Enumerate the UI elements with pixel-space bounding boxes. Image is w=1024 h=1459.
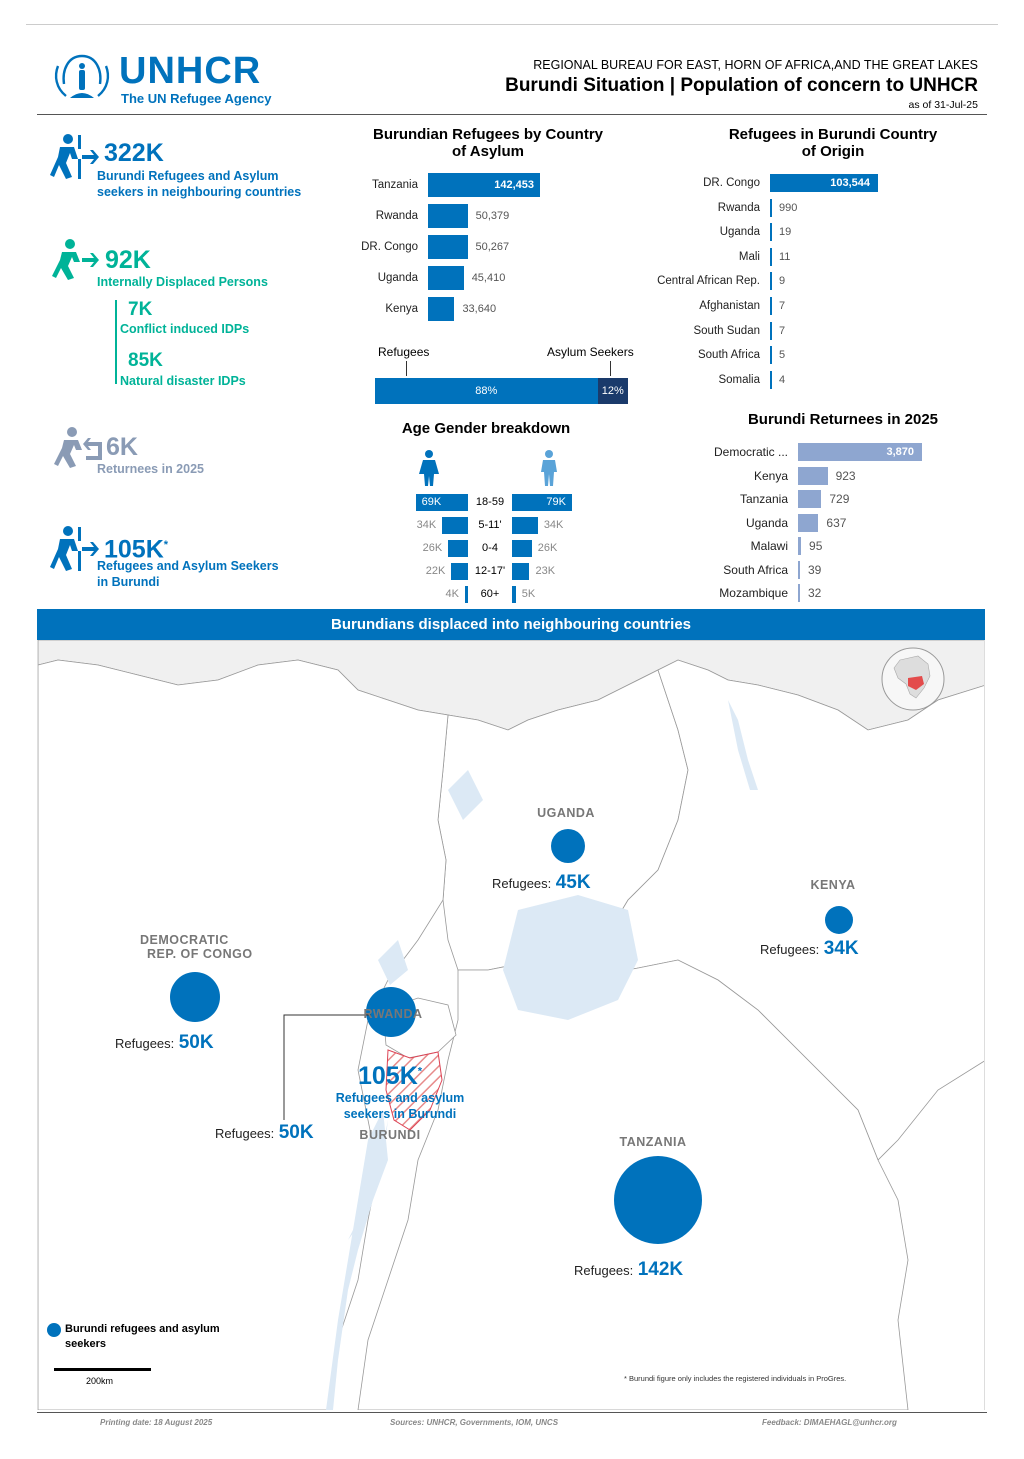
logo-wordmark: UNHCR [119, 50, 262, 92]
split-refugees-tick [406, 361, 407, 376]
returnee-bar [798, 467, 828, 485]
map-burundi-label-2: seekers in Burundi [343, 1107, 457, 1121]
origin-chart-title-2: of Origin [801, 143, 865, 160]
split-bar [375, 378, 628, 404]
origin-chart-title-1: Refugees in Burundi Country [728, 126, 938, 143]
female-bar [448, 540, 468, 557]
kpi-85k-value: 85K [128, 350, 163, 371]
logo-tagline: The UN Refugee Agency [121, 91, 272, 106]
origin-value-label: 19 [779, 226, 792, 239]
map-label-rwanda: RWANDA [363, 1007, 423, 1021]
footer-sources: Sources: UNHCR, Governments, IOM, UNCS [390, 1418, 559, 1427]
origin-bar [770, 322, 772, 340]
age-group-label: 60+ [480, 588, 500, 600]
returnee-value-label: 923 [835, 468, 856, 483]
kpi-6k-value: 6K [106, 433, 138, 461]
refugee-running-icon [50, 133, 102, 181]
map-label-uganda: UGANDA [537, 806, 595, 820]
age-group-label: 12-17' [474, 565, 506, 577]
origin-bar [770, 272, 772, 290]
africa-inset-globe [880, 646, 946, 712]
top-divider [26, 24, 998, 25]
map-burundi-marker: * [417, 1065, 423, 1078]
asylum-value-label: 142,453 [494, 179, 534, 191]
map-panel [37, 640, 985, 1410]
male-value-label: 23K [535, 565, 556, 577]
asylum-category-label: Rwanda [375, 210, 418, 222]
asylum-bar [428, 204, 468, 228]
split-refugees-label: Refugees [378, 345, 430, 359]
male-bar [512, 540, 532, 557]
kpi-322k-label-1: Burundi Refugees and Asylum [97, 169, 279, 183]
kpi-7k-label: Conflict induced IDPs [120, 322, 250, 336]
returnee-value-label: 39 [808, 562, 822, 577]
returnee-value-label: 95 [809, 539, 823, 553]
kpi-105k-marker: * [163, 539, 169, 551]
returnee-category-label: Mozambique [719, 586, 788, 600]
split-asylum-label: Asylum Seekers [547, 345, 634, 359]
female-icon [418, 450, 440, 486]
returnee-value-label: 729 [829, 492, 850, 506]
unhcr-logo-icon [50, 48, 114, 104]
page-title: Burundi Situation | Population of concern to UNHCR [505, 75, 978, 96]
kpi-92k-value: 92K [105, 246, 151, 274]
map-label-burundi: BURUNDI [359, 1128, 421, 1142]
origin-value-label: 11 [779, 250, 791, 263]
returnee-category-label: Malawi [750, 539, 788, 553]
kpi-85k-label: Natural disaster IDPs [120, 374, 246, 388]
female-value-label: 69K [421, 496, 442, 508]
origin-bar [770, 371, 772, 389]
as-of-date: as of 31-Jul-25 [908, 99, 978, 111]
returnee-bar [798, 490, 821, 508]
origin-value-label: 7 [779, 324, 786, 337]
idp-running-icon [52, 238, 102, 282]
returnee-bar [798, 584, 800, 602]
asylum-value-label: 33,640 [462, 303, 497, 315]
returnee-category-label: Tanzania [739, 492, 788, 506]
origin-category-label: Central African Rep. [657, 275, 760, 288]
map-label-drc-2: REP. OF CONGO [147, 947, 253, 961]
asylum-category-label: Tanzania [371, 179, 418, 191]
origin-category-label: DR. Congo [703, 177, 760, 189]
female-bar [465, 586, 468, 603]
returnee-category-label: South Africa [723, 562, 788, 577]
origin-category-label: Rwanda [717, 201, 760, 214]
origin-category-label: Mali [738, 250, 760, 263]
origin-value-label: 7 [779, 300, 786, 312]
map-label-kenya: KENYA [810, 878, 856, 892]
male-value-label: 26K [537, 542, 558, 554]
map-uganda-refugees: Refugees: 45K [492, 872, 591, 893]
map-drc-refugees: Refugees: 50K [115, 1032, 214, 1053]
footer-printing-date: Printing date: 18 August 2025 [100, 1418, 213, 1427]
kpi-105k-label-2: in Burundi [97, 575, 160, 589]
asylum-category-label: Kenya [385, 303, 418, 315]
idp-breakdown-line [115, 300, 117, 384]
map-label-tanzania: TANZANIA [619, 1135, 687, 1149]
returnees-chart-title: Burundi Returnees in 2025 [747, 411, 939, 428]
origin-category-label: South Sudan [693, 324, 760, 337]
origin-category-label: South Africa [697, 349, 760, 362]
age-group-label: 18-59 [475, 496, 505, 508]
map-burundi-label-1: Refugees and asylum [335, 1091, 465, 1105]
origin-bar [770, 223, 772, 241]
male-bar [512, 517, 538, 534]
kpi-7k-value: 7K [128, 299, 153, 320]
asylum-value-label: 50,267 [475, 241, 510, 253]
returnee-category-label: Democratic ... [713, 445, 788, 459]
split-asylum-segment: 12% [598, 378, 628, 404]
origin-value-label: 103,544 [830, 177, 870, 189]
asylum-bar [428, 266, 464, 290]
refugee-in-burundi-icon [50, 525, 102, 573]
female-bar [451, 563, 468, 580]
header-divider [37, 114, 987, 115]
kpi-6k-label: Returnees in 2025 [97, 462, 204, 476]
male-value-label: 79K [546, 496, 566, 508]
footer-feedback: Feedback: DIMAEHAGL@unhcr.org [762, 1418, 897, 1427]
female-value-label: 22K [425, 565, 446, 577]
returnee-value-label: 637 [826, 515, 847, 530]
map-kenya-refugees: Refugees: 34K [760, 938, 859, 959]
kpi-322k-label-2: seekers in neighbouring countries [97, 185, 302, 199]
kpi-105k-value: 105K* [104, 535, 169, 564]
age-group-label: 5-11' [478, 519, 502, 531]
male-icon [539, 450, 559, 486]
origin-category-label: Uganda [719, 226, 760, 239]
asylum-value-label: 45,410 [471, 272, 506, 284]
split-refugees-segment: 88% [375, 378, 598, 404]
asylum-bar [428, 297, 454, 321]
legend-label-2: seekers [65, 1338, 106, 1350]
male-bar [512, 586, 516, 603]
bubble-tanzania [614, 1156, 702, 1244]
returnee-value-label: 32 [808, 586, 822, 600]
male-value-label: 34K [543, 519, 564, 531]
female-value-label: 4K [445, 588, 459, 600]
asylum-bar [428, 235, 468, 259]
origin-bar [770, 248, 772, 266]
origin-value-label: 990 [779, 201, 798, 214]
female-bar [442, 517, 468, 534]
map-burundi-value: 105K* [358, 1062, 423, 1090]
bubble-uganda [551, 829, 585, 863]
bureau-line: REGIONAL BUREAU FOR EAST, HORN OF AFRICA,AND THE GREAT LAKES [533, 58, 978, 72]
male-bar [512, 563, 529, 580]
origin-bar [770, 297, 772, 315]
origin-bar [770, 199, 772, 217]
origin-value-label: 4 [779, 373, 786, 386]
kpi-105k-label-1: Refugees and Asylum Seekers [97, 559, 279, 573]
returnee-bar [798, 561, 800, 579]
asylum-value-label: 50,379 [475, 210, 510, 222]
asylum-category-label: Uganda [377, 272, 418, 284]
returnee-bar [798, 537, 801, 555]
bubble-drc [170, 972, 220, 1022]
male-value-label: 5K [521, 588, 536, 600]
female-value-label: 26K [422, 542, 443, 554]
origin-category-label: Afghanistan [699, 300, 760, 312]
map-footnote: * Burundi figure only includes the registered individuals in ProGres. [624, 1374, 847, 1383]
returnee-category-label: Kenya [753, 468, 788, 483]
returnee-value-label: 3,870 [886, 446, 914, 458]
scale-bar [54, 1368, 151, 1371]
age-group-label: 0-4 [482, 542, 498, 554]
returnee-category-label: Uganda [745, 515, 788, 530]
kpi-322k-value: 322K [104, 139, 164, 167]
map-banner: Burundians displaced into neighbouring countries [37, 609, 985, 640]
asylum-category-label: DR. Congo [361, 241, 418, 253]
legend-dot-icon [47, 1323, 61, 1337]
asylum-chart-title-2: of Asylum [452, 143, 524, 160]
map-rwanda-refugees: Refugees: 50K [215, 1122, 314, 1143]
scale-label: 200km [86, 1376, 114, 1386]
origin-value-label: 9 [779, 275, 786, 288]
female-value-label: 34K [416, 519, 437, 531]
age-gender-title: Age Gender breakdown [401, 420, 571, 437]
origin-bar [770, 346, 772, 364]
bubble-kenya [825, 906, 853, 934]
returnee-bar [798, 514, 818, 532]
regional-map [38, 640, 985, 1410]
map-tanzania-refugees: Refugees: 142K [574, 1259, 684, 1280]
asylum-chart-title-1: Burundian Refugees by Country [372, 126, 604, 143]
origin-category-label: Somalia [718, 373, 760, 386]
map-label-drc-1: DEMOCRATIC [140, 933, 229, 947]
origin-value-label: 5 [779, 349, 786, 362]
footer-divider [37, 1412, 987, 1413]
kpi-92k-label: Internally Displaced Persons [97, 275, 268, 289]
legend-label-1: Burundi refugees and asylum [65, 1323, 220, 1335]
